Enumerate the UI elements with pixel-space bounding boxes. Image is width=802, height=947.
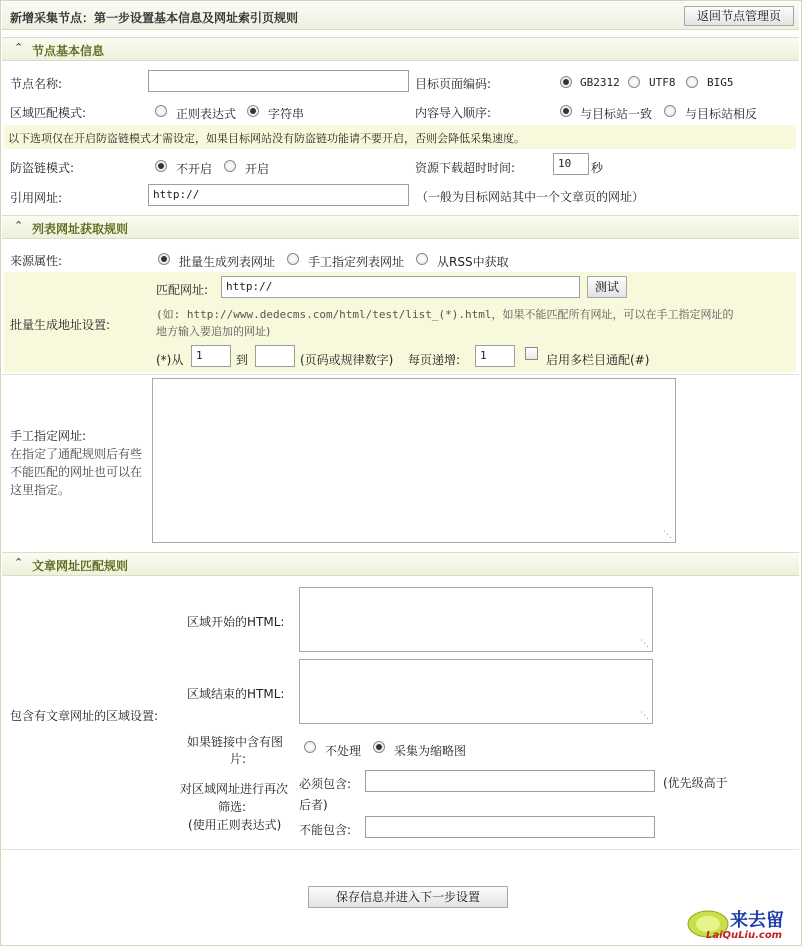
image-option-thumb: 采集为缩略图: [394, 744, 467, 758]
must-include-input[interactable]: [365, 770, 655, 792]
exclude-label: 不能包含:: [299, 823, 352, 837]
must-include-label: 必须包含:: [299, 777, 352, 791]
manual-url-textarea[interactable]: [152, 378, 676, 543]
import-order-radio-same[interactable]: [560, 105, 572, 117]
source-radio-batch[interactable]: [158, 253, 170, 265]
save-next-button[interactable]: 保存信息并进入下一步设置: [308, 886, 508, 908]
manual-url-hint-2: 不能匹配的网址也可以在: [10, 465, 143, 479]
divider: [2, 849, 799, 850]
collapse-icon: ⌃: [14, 41, 24, 54]
image-label-1: 如果链接中含有图: [187, 735, 284, 749]
start-html-textarea[interactable]: [299, 587, 653, 652]
encoding-radio-big5[interactable]: [686, 76, 698, 88]
source-option-batch: 批量生成列表网址: [179, 255, 276, 269]
image-label-2: 片:: [230, 752, 247, 766]
filter-label-2: 筛选:: [218, 800, 247, 814]
watermark-logo: [686, 904, 798, 944]
range-from-input[interactable]: 1: [191, 345, 231, 367]
end-html-textarea[interactable]: [299, 659, 653, 724]
collapse-icon: ⌃: [14, 556, 24, 569]
watermark-sub-text: LaiQuLiu.com: [706, 930, 783, 941]
encoding-radio-utf8[interactable]: [628, 76, 640, 88]
collapse-icon: ⌃: [14, 219, 24, 232]
section-basic-title: 节点基本信息: [32, 44, 105, 58]
section-article-title: 文章网址匹配规则: [32, 559, 129, 573]
watermark-main-text: 来去留: [730, 910, 784, 931]
source-option-rss: 从RSS中获取: [437, 255, 509, 269]
referer-hint: （一般为目标网站其中一个文章页的网址）: [416, 190, 645, 204]
resize-grip-icon[interactable]: ⋱: [640, 639, 648, 649]
anti-leech-option-off: 不开启: [176, 162, 213, 176]
timeout-label: 资源下载超时时间:: [415, 161, 516, 175]
anti-leech-radio-on[interactable]: [224, 160, 236, 172]
step-label: 每页递增:: [408, 353, 461, 367]
page-title: 新增采集节点：第一步设置基本信息及网址索引页规则: [10, 11, 299, 25]
anti-leech-label: 防盗链模式:: [10, 161, 75, 175]
source-label: 来源属性:: [10, 254, 63, 268]
node-name-input[interactable]: [148, 70, 409, 92]
match-url-input[interactable]: http://: [221, 276, 580, 298]
encoding-option-utf8: UTF8: [649, 76, 676, 89]
image-radio-thumb[interactable]: [373, 741, 385, 753]
import-order-option-same: 与目标站一致: [580, 107, 653, 121]
import-order-label: 内容导入顺序:: [415, 106, 492, 120]
referer-input[interactable]: http://: [148, 184, 409, 206]
image-radio-none[interactable]: [304, 741, 316, 753]
encoding-radio-gb2312[interactable]: [560, 76, 572, 88]
match-url-example-line1: (如: http://www.dedecms.com/html/test/list_(*).html，如果不能匹配所有网址，可以在手工指定网址的: [156, 308, 734, 321]
start-html-label: 区域开始的HTML:: [187, 615, 285, 629]
manual-url-hint-1: 在指定了通配规则后有些: [10, 447, 143, 461]
import-order-option-reverse: 与目标站相反: [685, 107, 758, 121]
test-button[interactable]: 测试: [587, 276, 627, 298]
match-mode-option-regex: 正则表达式: [176, 107, 237, 121]
import-order-radio-reverse[interactable]: [664, 105, 676, 117]
anti-leech-notice: 以下选项仅在开启防盗链模式才需设定，如果目标网站没有防盗链功能请不要开启，否则会降低采集速度。: [8, 132, 525, 145]
article-area-label: 包含有文章网址的区域设置:: [10, 709, 159, 723]
anti-leech-option-on: 开启: [245, 162, 270, 176]
step-input[interactable]: 1: [475, 345, 515, 367]
source-radio-manual[interactable]: [287, 253, 299, 265]
encoding-label: 目标页面编码:: [415, 77, 492, 91]
match-mode-label: 区域匹配模式:: [10, 106, 87, 120]
range-hint: (页码或规律数字): [300, 353, 394, 367]
section-basic-header[interactable]: [2, 37, 799, 61]
encoding-option-gb2312: GB2312: [580, 76, 620, 89]
filter-label-3: (使用正则表达式): [188, 818, 282, 832]
image-option-none: 不处理: [325, 744, 362, 758]
resize-grip-icon[interactable]: ⋱: [640, 711, 648, 721]
anti-leech-notice-bar: [4, 125, 796, 149]
anti-leech-radio-off[interactable]: [155, 160, 167, 172]
source-radio-rss[interactable]: [416, 253, 428, 265]
range-to-input[interactable]: [255, 345, 295, 367]
title-bar: [2, 2, 799, 30]
referer-label: 引用网址:: [10, 191, 63, 205]
timeout-unit: 秒: [591, 161, 604, 175]
match-mode-radio-string[interactable]: [247, 105, 259, 117]
section-list-header[interactable]: [2, 215, 799, 239]
must-include-hint-1: (优先级高于: [663, 776, 728, 790]
range-from-label: (*)从: [156, 353, 184, 367]
multi-column-checkbox[interactable]: [525, 347, 538, 360]
range-to-label: 到: [236, 353, 249, 367]
batch-settings-label: 批量生成地址设置:: [10, 318, 111, 332]
exclude-input[interactable]: [365, 816, 655, 838]
match-mode-radio-regex[interactable]: [155, 105, 167, 117]
match-url-example-line2: 地方输入要追加的网址): [156, 325, 271, 338]
section-article-header[interactable]: [2, 552, 799, 576]
back-button[interactable]: 返回节点管理页: [684, 6, 794, 26]
encoding-option-big5: BIG5: [707, 76, 734, 89]
multi-column-label: 启用多栏目通配(#): [546, 353, 650, 367]
section-list-title: 列表网址获取规则: [32, 222, 129, 236]
divider: [2, 374, 799, 375]
end-html-label: 区域结束的HTML:: [187, 687, 285, 701]
node-name-label: 节点名称:: [10, 77, 63, 91]
timeout-input[interactable]: 10: [553, 153, 589, 175]
must-include-hint-2: 后者): [299, 798, 328, 812]
filter-label-1: 对区域网址进行再次: [180, 782, 289, 796]
match-mode-option-string: 字符串: [268, 107, 305, 121]
match-url-label: 匹配网址:: [156, 283, 209, 297]
manual-url-hint-3: 这里指定。: [10, 483, 71, 497]
resize-grip-icon[interactable]: ⋱: [663, 530, 671, 540]
source-option-manual: 手工指定列表网址: [308, 255, 405, 269]
manual-url-label: 手工指定网址:: [10, 429, 87, 443]
